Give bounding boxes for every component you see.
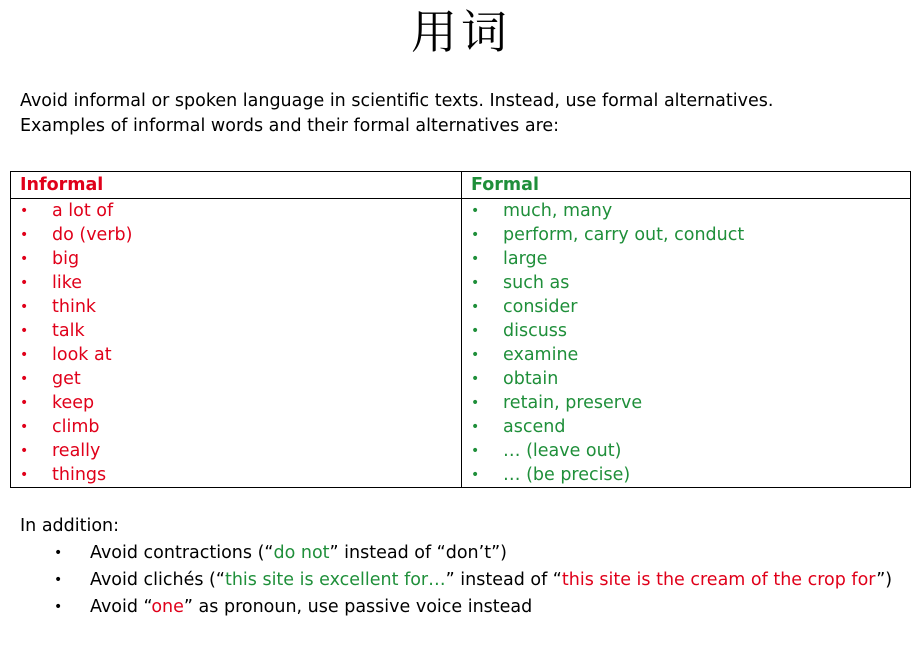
- informal-cell: [11, 199, 462, 488]
- list-item: [471, 463, 910, 487]
- list-item: [20, 415, 461, 439]
- bullet-icon: •: [471, 419, 480, 435]
- list-item: [20, 223, 461, 247]
- addition-text: Avoid contractions (“: [90, 543, 274, 563]
- list-item: [20, 319, 461, 343]
- list-item: [471, 367, 910, 391]
- table-header-row: [11, 172, 911, 199]
- informal-header: Informal: [11, 172, 462, 199]
- informal-word: keep: [52, 393, 95, 413]
- addition-list: [20, 540, 910, 621]
- informal-word: think: [52, 297, 97, 317]
- bullet-icon: •: [20, 251, 29, 267]
- bullet-icon: •: [54, 599, 63, 615]
- addition-text: Avoid clichés (“: [90, 570, 225, 590]
- formal-example: do not: [273, 543, 330, 563]
- list-item: [471, 247, 910, 271]
- bullet-icon: •: [20, 347, 29, 363]
- formal-word: much, many: [503, 201, 613, 221]
- list-item: [20, 367, 461, 391]
- addition-section: [20, 513, 910, 621]
- list-item: [471, 199, 910, 223]
- bullet-icon: •: [471, 395, 480, 411]
- formal-word: discuss: [503, 321, 568, 341]
- formal-word: … (leave out): [503, 441, 622, 461]
- informal-word: really: [52, 441, 101, 461]
- list-item: [471, 223, 910, 247]
- list-item: [20, 247, 461, 271]
- list-item: [20, 343, 461, 367]
- list-item: [20, 540, 910, 567]
- bullet-icon: •: [471, 299, 480, 315]
- addition-text: Avoid “: [90, 597, 152, 617]
- bullet-icon: •: [20, 323, 29, 339]
- list-item: [471, 343, 910, 367]
- bullet-icon: •: [471, 275, 480, 291]
- informal-word: look at: [52, 345, 112, 365]
- bullet-icon: •: [471, 251, 480, 267]
- bullet-icon: •: [471, 443, 480, 459]
- addition-text: ” as pronoun, use passive voice instead: [183, 597, 533, 617]
- list-item: [471, 391, 910, 415]
- informal-word: do (verb): [52, 225, 133, 245]
- bullet-icon: •: [471, 371, 480, 387]
- list-item: [471, 439, 910, 463]
- informal-word: things: [52, 465, 107, 485]
- list-item: [471, 415, 910, 439]
- formal-word: retain, preserve: [503, 393, 643, 413]
- informal-word: a lot of: [52, 201, 114, 221]
- bullet-icon: •: [20, 443, 29, 459]
- formal-word: obtain: [503, 369, 559, 389]
- table-body-row: [11, 199, 911, 488]
- bullet-icon: •: [20, 275, 29, 291]
- bullet-icon: •: [20, 395, 29, 411]
- intro-paragraph: [20, 89, 910, 139]
- formal-word: perform, carry out, conduct: [503, 225, 745, 245]
- list-item: [20, 295, 461, 319]
- addition-lead: In addition:: [20, 516, 120, 536]
- informal-example: this site is the cream of the crop for: [561, 570, 877, 590]
- formal-header: Formal: [462, 172, 911, 199]
- bullet-icon: •: [471, 467, 480, 483]
- addition-text: ” instead of “don’t”): [329, 543, 507, 563]
- bullet-icon: •: [20, 371, 29, 387]
- formal-word: examine: [503, 345, 579, 365]
- list-item: [471, 271, 910, 295]
- informal-word: big: [52, 249, 80, 269]
- formal-word: ascend: [503, 417, 566, 437]
- formal-list: [471, 199, 910, 487]
- bullet-icon: •: [471, 203, 480, 219]
- bullet-icon: •: [54, 545, 63, 561]
- informal-example: one: [151, 597, 184, 617]
- informal-word: climb: [52, 417, 100, 437]
- bullet-icon: •: [20, 419, 29, 435]
- list-item: [20, 463, 461, 487]
- list-item: [20, 594, 910, 621]
- bullet-icon: •: [20, 299, 29, 315]
- bullet-icon: •: [471, 347, 480, 363]
- formal-word: such as: [503, 273, 570, 293]
- formal-word: … (be precise): [503, 465, 631, 485]
- list-item: [471, 295, 910, 319]
- bullet-icon: •: [20, 203, 29, 219]
- bullet-icon: •: [471, 227, 480, 243]
- page-title: 用词: [411, 5, 511, 59]
- intro-line-2: Examples of informal words and their formal alternatives are:: [20, 116, 560, 136]
- addition-text: ”): [876, 570, 893, 590]
- informal-formal-table: [10, 171, 911, 488]
- list-item: [471, 319, 910, 343]
- intro-line-1: Avoid informal or spoken language in scientific texts. Instead, use formal alternatives.: [20, 91, 774, 111]
- bullet-icon: •: [54, 572, 63, 588]
- formal-word: large: [503, 249, 548, 269]
- list-item: [20, 439, 461, 463]
- formal-cell: [462, 199, 911, 488]
- list-item: [20, 391, 461, 415]
- informal-word: talk: [52, 321, 85, 341]
- bullet-icon: •: [20, 467, 29, 483]
- list-item: [20, 199, 461, 223]
- informal-list: [20, 199, 461, 487]
- informal-word: get: [52, 369, 81, 389]
- list-item: [20, 271, 461, 295]
- formal-word: consider: [503, 297, 578, 317]
- addition-text: ” instead of “: [445, 570, 562, 590]
- bullet-icon: •: [20, 227, 29, 243]
- formal-example: this site is excellent for…: [224, 570, 446, 590]
- list-item: [20, 567, 910, 594]
- informal-word: like: [52, 273, 83, 293]
- bullet-icon: •: [471, 323, 480, 339]
